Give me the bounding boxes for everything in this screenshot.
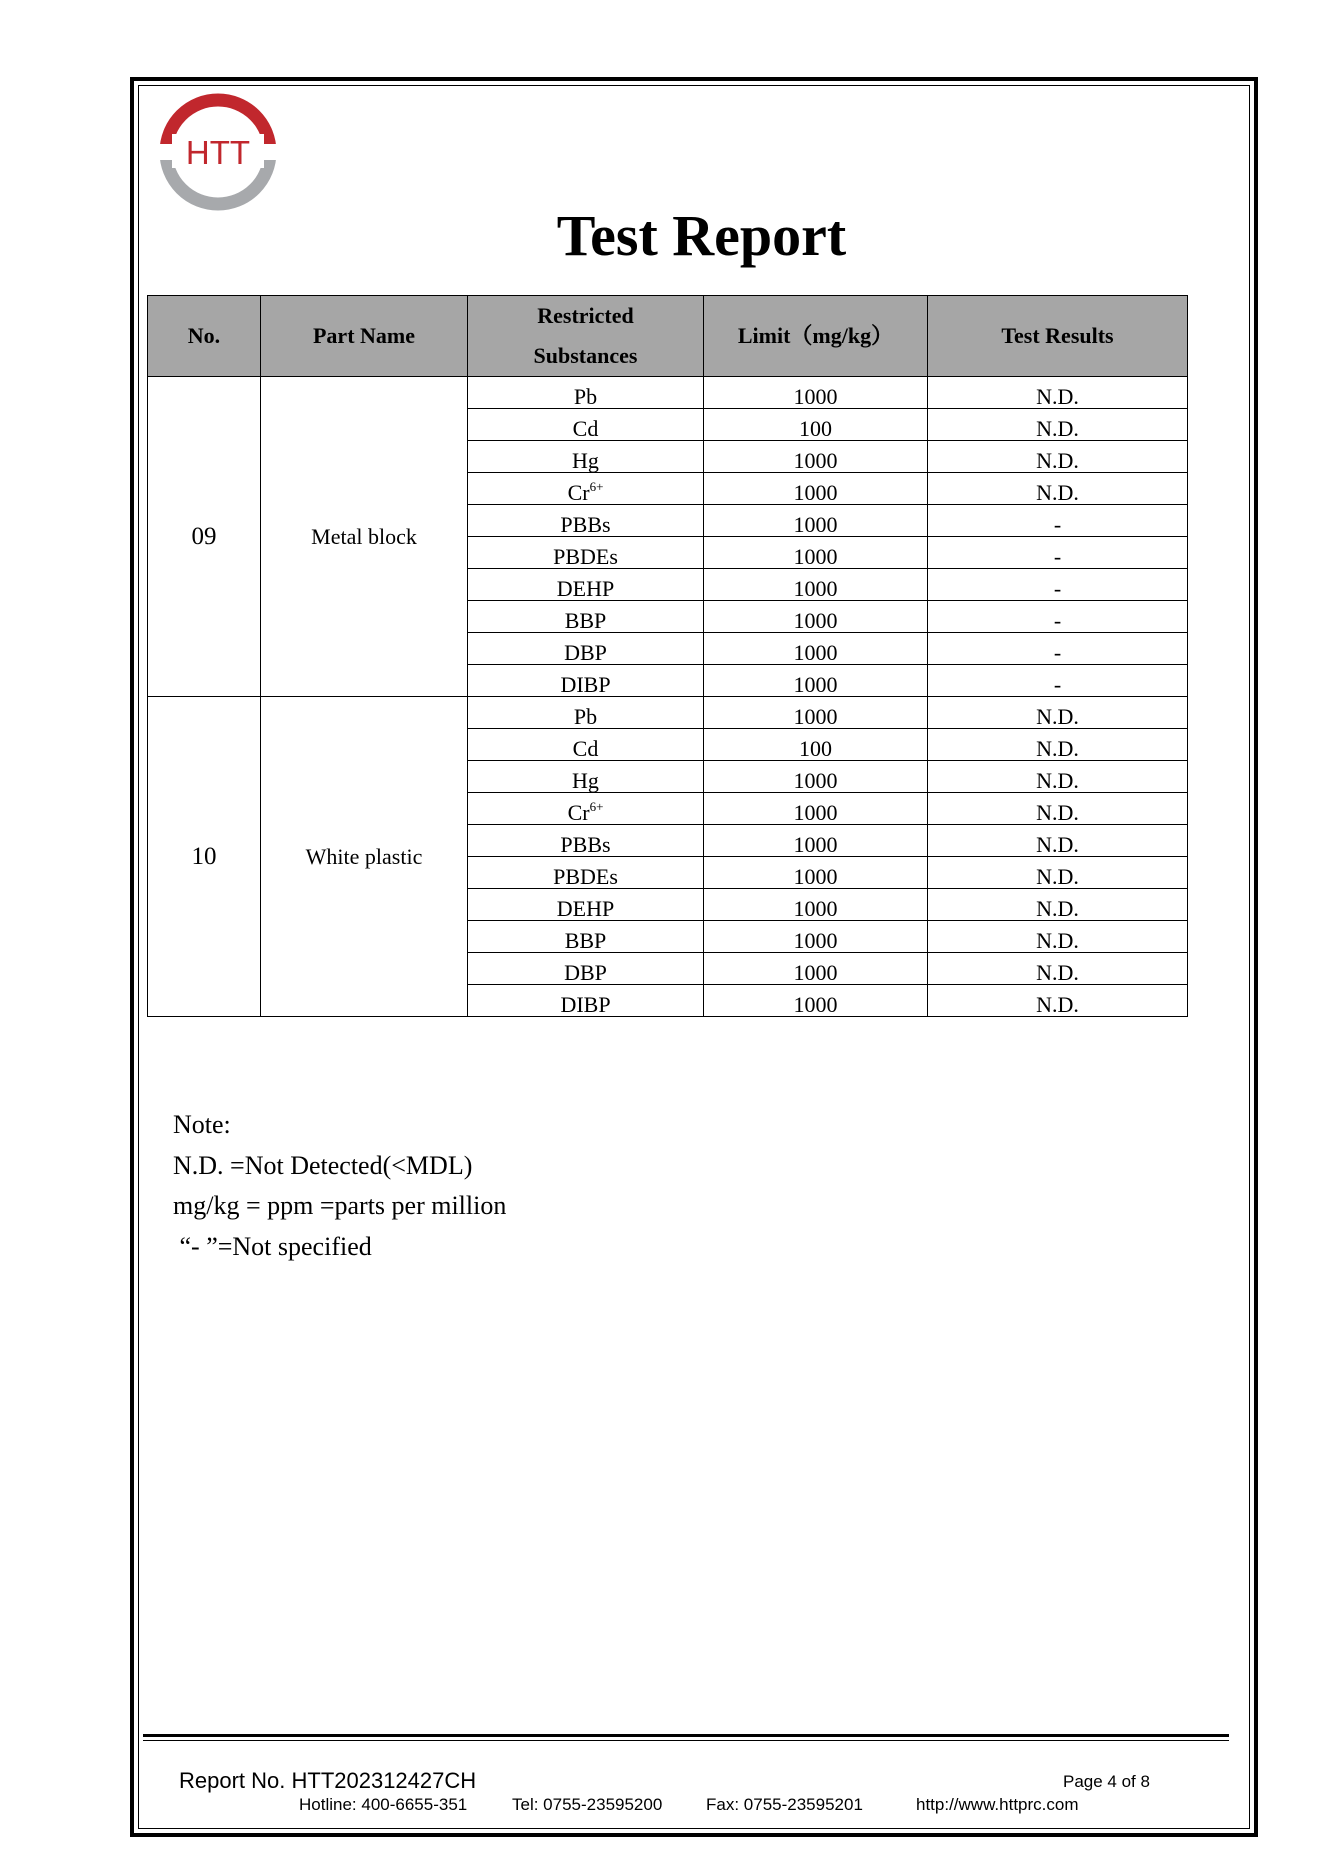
- page-title: Test Report: [556, 203, 847, 268]
- cell-result: -: [928, 537, 1188, 569]
- table-header-row: [148, 296, 1188, 377]
- substance-name: DBP: [564, 960, 607, 985]
- substance-name: Pb: [573, 384, 598, 409]
- cell-substance: [468, 729, 704, 761]
- substance-name: DIBP: [560, 992, 611, 1017]
- cell-substance: [468, 697, 704, 729]
- substance-name: PBBs: [560, 832, 611, 857]
- substance-name: Cr: [567, 480, 590, 505]
- cell-limit: 1000: [704, 921, 928, 953]
- header-restricted: Restricted: [537, 303, 634, 328]
- substance-name: DEHP: [556, 896, 615, 921]
- cell-no: 09: [148, 377, 261, 697]
- cell-limit: 1000: [704, 857, 928, 889]
- cell-result: N.D.: [928, 441, 1188, 473]
- cell-result: -: [928, 601, 1188, 633]
- cell-substance: [468, 761, 704, 793]
- cell-substance: [468, 601, 704, 633]
- cell-result: N.D.: [928, 953, 1188, 985]
- cell-limit: 1000: [704, 697, 928, 729]
- cell-result: N.D.: [928, 697, 1188, 729]
- cell-substance: [468, 953, 704, 985]
- substance-name: Pb: [573, 704, 598, 729]
- cell-limit: 1000: [704, 889, 928, 921]
- cell-result: -: [928, 569, 1188, 601]
- cell-limit: 100: [704, 729, 928, 761]
- cell-substance: [468, 377, 704, 409]
- cell-substance: [468, 985, 704, 1017]
- note-line: N.D. =Not Detected(<MDL): [173, 1150, 473, 1180]
- cell-result: -: [928, 665, 1188, 697]
- cell-substance: [468, 889, 704, 921]
- substance-name: Hg: [572, 448, 599, 473]
- test-results-table: [147, 295, 1188, 1017]
- substance-name: DIBP: [560, 672, 611, 697]
- cell-substance: [468, 473, 704, 505]
- cell-substance: [468, 665, 704, 697]
- cell-result: N.D.: [928, 377, 1188, 409]
- substance-name: Cr: [567, 800, 590, 825]
- cell-substance: [468, 409, 704, 441]
- htt-logo: [158, 92, 278, 212]
- cell-substance: [468, 505, 704, 537]
- cell-substance: [468, 825, 704, 857]
- header-part-name: Part Name: [261, 296, 468, 377]
- cell-limit: 1000: [704, 793, 928, 825]
- cell-result: N.D.: [928, 921, 1188, 953]
- cell-substance: [468, 857, 704, 889]
- cell-result: N.D.: [928, 985, 1188, 1017]
- substance-superscript: 6+: [589, 479, 604, 494]
- cell-limit: 1000: [704, 569, 928, 601]
- substance-name: BBP: [564, 928, 607, 953]
- substance-name: DEHP: [556, 576, 615, 601]
- cell-substance: [468, 537, 704, 569]
- note-line: “- ”=Not specified: [173, 1231, 372, 1261]
- report-number: Report No. HTT202312427CH: [179, 1768, 477, 1793]
- cell-limit: 1000: [704, 633, 928, 665]
- cell-limit: 1000: [704, 537, 928, 569]
- cell-result: -: [928, 505, 1188, 537]
- footer-divider-thin: [143, 1740, 1229, 1741]
- cell-substance: [468, 921, 704, 953]
- cell-result: N.D.: [928, 825, 1188, 857]
- cell-limit: 1000: [704, 825, 928, 857]
- cell-substance: [468, 441, 704, 473]
- note-line: mg/kg = ppm =parts per million: [173, 1191, 507, 1220]
- substance-superscript: 6+: [589, 799, 604, 814]
- table-body: [148, 377, 1188, 1017]
- cell-limit: 1000: [704, 377, 928, 409]
- cell-substance: [468, 633, 704, 665]
- substance-name: PBDEs: [553, 544, 618, 569]
- website: http://www.httprc.com: [916, 1795, 1079, 1814]
- table-row: [148, 697, 1188, 729]
- cell-result: N.D.: [928, 889, 1188, 921]
- cell-substance: [468, 793, 704, 825]
- header-limit: Limit（mg/kg）: [704, 296, 928, 377]
- cell-limit: 1000: [704, 505, 928, 537]
- notes-block: [173, 1105, 506, 1267]
- header-restricted-substances: [468, 296, 704, 377]
- telephone: Tel: 0755-23595200: [512, 1795, 663, 1814]
- cell-limit: 1000: [704, 473, 928, 505]
- header-no: No.: [148, 296, 261, 377]
- substance-name: PBDEs: [553, 864, 618, 889]
- cell-limit: 1000: [704, 441, 928, 473]
- cell-result: N.D.: [928, 761, 1188, 793]
- cell-limit: 1000: [704, 601, 928, 633]
- substance-name: Cd: [572, 736, 599, 761]
- header-test-results: Test Results: [928, 296, 1188, 377]
- table-row: [148, 377, 1188, 409]
- cell-result: -: [928, 633, 1188, 665]
- fax: Fax: 0755-23595201: [706, 1795, 863, 1814]
- footer-divider: [143, 1734, 1229, 1737]
- substance-name: BBP: [564, 608, 607, 633]
- cell-result: N.D.: [928, 857, 1188, 889]
- cell-result: N.D.: [928, 793, 1188, 825]
- note-heading: Note:: [173, 1110, 231, 1139]
- cell-result: N.D.: [928, 729, 1188, 761]
- hotline: Hotline: 400-6655-351: [299, 1795, 468, 1814]
- cell-substance: [468, 569, 704, 601]
- cell-limit: 100: [704, 409, 928, 441]
- page-number: Page 4 of 8: [1063, 1772, 1150, 1791]
- cell-result: N.D.: [928, 409, 1188, 441]
- cell-limit: 1000: [704, 665, 928, 697]
- cell-part-name: White plastic: [261, 697, 468, 1017]
- substance-name: DBP: [564, 640, 607, 665]
- header-substances: Substances: [533, 343, 638, 368]
- cell-part-name: Metal block: [261, 377, 468, 697]
- substance-name: Hg: [572, 768, 599, 793]
- cell-result: N.D.: [928, 473, 1188, 505]
- cell-limit: 1000: [704, 953, 928, 985]
- substance-name: Cd: [572, 416, 599, 441]
- substance-name: PBBs: [560, 512, 611, 537]
- cell-limit: 1000: [704, 985, 928, 1017]
- logo-text: HTT: [185, 134, 251, 171]
- cell-no: 10: [148, 697, 261, 1017]
- cell-limit: 1000: [704, 761, 928, 793]
